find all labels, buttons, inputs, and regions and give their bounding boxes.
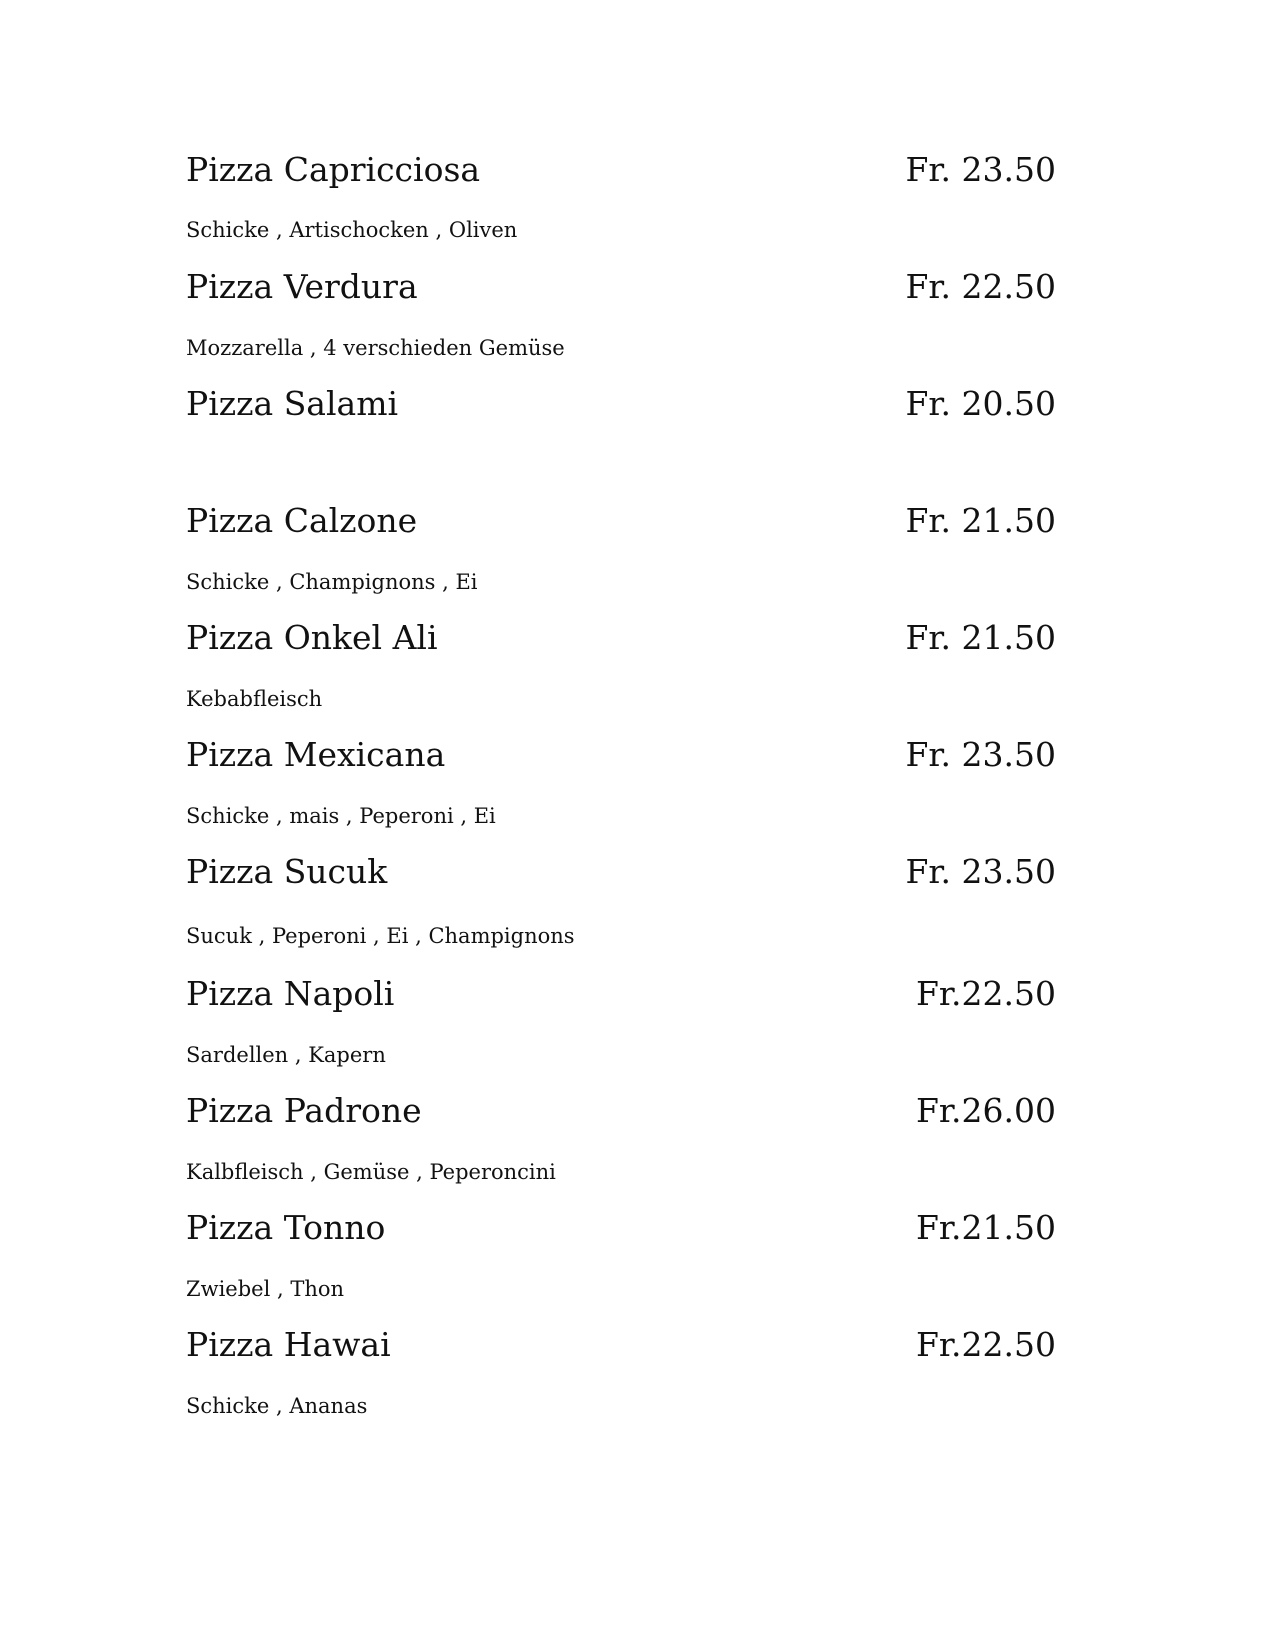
menu-item-name: Pizza Mexicana [186,735,446,774]
menu-item-price: Fr. 23.50 [905,852,1056,891]
menu-item-name: Pizza Salami [186,384,399,423]
menu-item-description: Sardellen , Kapern [186,1043,386,1067]
menu-item-price: Fr.26.00 [915,1091,1056,1130]
menu-item-name: Pizza Sucuk [186,852,388,891]
menu-item-name: Pizza Verdura [186,267,418,306]
menu-item-description: Schicke , Ananas [186,1394,368,1418]
menu-item-description: Sucuk , Peperoni , Ei , Champignons [186,924,575,948]
menu-item-description: Schicke , mais , Peperoni , Ei [186,804,496,828]
menu-item-name: Pizza Padrone [186,1091,422,1130]
menu-item-price: Fr. 21.50 [905,618,1056,657]
menu-item-price: Fr. 20.50 [905,384,1056,423]
menu-item-price: Fr. 23.50 [905,150,1056,189]
menu-item-description: Mozzarella , 4 verschieden Gemüse [186,336,565,360]
menu-item-price: Fr. 21.50 [905,501,1056,540]
menu-item-price: Fr.22.50 [915,974,1056,1013]
menu-item-name: Pizza Capricciosa [186,150,481,189]
menu-item-price: Fr. 23.50 [905,735,1056,774]
menu-item-description: Schicke , Champignons , Ei [186,570,478,594]
menu-item-name: Pizza Calzone [186,501,418,540]
menu-item-price: Fr.21.50 [915,1208,1056,1247]
menu-item-description: Kalbfleisch , Gemüse , Peperoncini [186,1160,556,1184]
menu-item-name: Pizza Napoli [186,974,395,1013]
menu-item-price: Fr. 22.50 [905,267,1056,306]
menu-item-name: Pizza Onkel Ali [186,618,438,657]
menu-item-name: Pizza Hawai [186,1325,391,1364]
menu-item-price: Fr.22.50 [915,1325,1056,1364]
menu-item-description: Zwiebel , Thon [186,1277,345,1301]
menu-item-description: Schicke , Artischocken , Oliven [186,218,518,242]
menu-item-name: Pizza Tonno [186,1208,386,1247]
menu-item-description: Kebabfleisch [186,687,323,711]
